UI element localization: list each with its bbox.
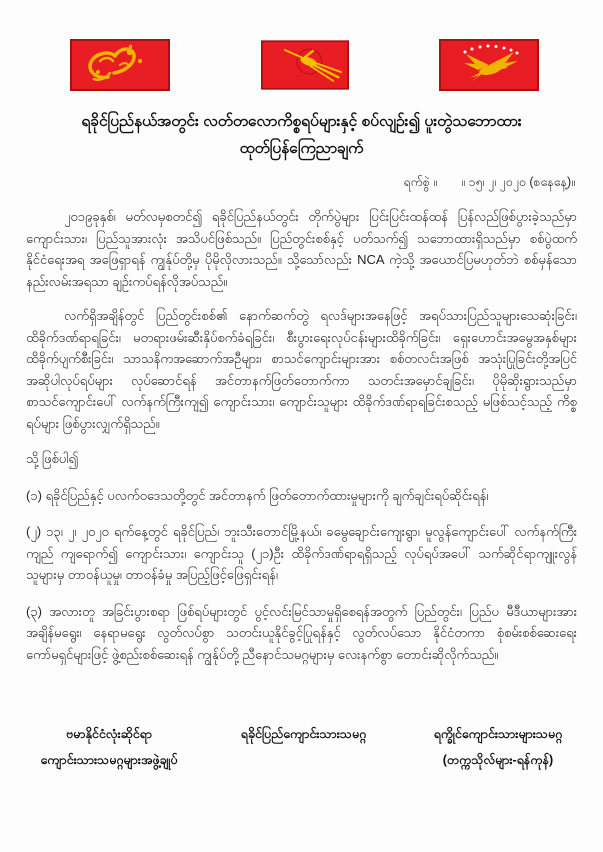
signature-arakan-students-union [229, 721, 379, 773]
signature-rsu-line1: ရက္ခိုင်ကျောင်းသားများသမဂ္ဂ [433, 727, 563, 741]
date-label: ရက်စွဲ ။ [403, 175, 438, 189]
header-flags [70, 38, 539, 92]
signature-abfsu [34, 721, 184, 773]
document-title [30, 108, 573, 162]
signature-abfsu-line1: ဗမာနိုင်ငံလုံးဆိုင်ရာ [66, 727, 152, 741]
title-line-1: ရခိုင်ပြည်နယ်အတွင်း လတ်တလောကိစ္စရပ်များနှင့် စပ်လျဉ်း၍ ပူးတွဲသဘောထား [81, 113, 522, 130]
title-line-2: ထုတ်ပြန်ကြေညာချက် [239, 140, 364, 157]
date-value: ။ ၁၅၊ ၂၊ ၂၀၂၀ (စနေနေ့)။ [461, 175, 575, 189]
abfsu-flag-logo [70, 39, 170, 91]
signature-rakhine-students-union [423, 721, 573, 773]
eagle-with-stars-icon [439, 39, 539, 91]
fighting-peacock-icon [70, 39, 170, 91]
lead-in-phrase: သို့ဖြစ်ပါ၍ [26, 451, 79, 466]
signature-block [34, 721, 573, 773]
arakan-students-union-flag-logo [261, 38, 349, 92]
rakhine-students-union-flag-logo [439, 39, 539, 91]
signature-asu-line1: ရခိုင်ပြည်ကျောင်းသားသမဂ္ဂ [240, 727, 367, 741]
paragraph-2: လက်ရှိအချိန်တွင် ပြည်တွင်းစစ်၏ နောက်ဆက်တွဲ ရလဒ်များအနေဖြင့် အရပ်သားပြည်သူများသေဆုံးခြင်း၊ ထိခိုက်ဒဏ်ရာရခြင်း၊ မတရားဖမ်းဆီးနှိပ်စက်ခံရခြင်း၊ စီးပွားရေးလုပ်ငန်းများထိခိုက်ခြင်း၊ ရှေးဟောင်းအမွေအနှစ်များ ထိခိုက်ပျက်စီးခြင်း၊ သာသနိကအဆောက်အဦများ၊ စာသင်ကျောင်းများအား စစ်တလင်းအဖြစ် အသုံးပြုခြင်းတို့အပြင် အဆိုပါလုပ်ရပ်များ လုပ်ဆောင်ရန် အင်တာနက်ဖြတ်တောက်ကာ သတင်းအမှောင်ချခြင်း၊ ပိုမိုဆိုးရွားသည်မှာ စာသင်ကျောင်းပေါ် လက်နက်ကြီးကျ၍ ကျောင်းသား၊ ကျောင်းသူများ ထိခိုက်ဒဏ်ရာရခြင်းစသည့် မဖြစ်သင့်သည့် ကိစ္စရပ်များ ဖြစ်ပွားလျှက်ရှိသည်။ [26, 308, 577, 431]
statement-body [26, 206, 577, 665]
demand-item-2: (၂) ၁၃၊ ၂၊ ၂၀၂၀ ရက်နေ့တွင် ရခိုင်ပြည်၊ ဘူးသီးတောင်မြို့နယ်၊ ခမွေချောင်းကျေးရွာ၊ မူလွန်ကျောင်းပေါ် လက်နက်ကြီးကျည် ကျရောက်၍ ကျောင်းသား၊ ကျောင်းသူ (၂၁)ဦး ထိခိုက်ဒဏ်ရာရရှိသည့် လုပ်ရပ်အပေါ် သက်ဆိုင်ရာကျူးလွန်သူများမှ တာဝန်ယူမှု၊ တာဝန်ခံမှု အပြည့်ဖြင့်ဖြေရှင်းရန်၊ [26, 524, 577, 582]
date-line [0, 175, 575, 193]
demand-item-1: (၁) ရခိုင်ပြည်နှင့် ပလက်ဝဒေသတို့တွင် အင်တာနက် ဖြတ်တောက်ထားမှုများကို ချက်ချင်းရပ်ဆိုင်းရန်၊ [26, 487, 489, 503]
signature-abfsu-line2: ကျောင်းသားသမဂ္ဂများအဖွဲ့ချုပ် [40, 753, 178, 767]
paragraph-1: ၂၀၁၉ခုနှစ်၊ မတ်လမှစတင်၍ ရခိုင်ပြည်နယ်တွင်း တိုက်ပွဲများ ပြင်းပြင်းထန်ထန် ပြန်လည်ဖြစ်ပွားခဲ့သည်မှာ ကျောင်းသား၊ ပြည်သူအားလုံး အသိပင်ဖြစ်သည်။ ပြည်တွင်းစစ်နှင့် ပတ်သက်၍ သဘောထားရှိသည်မှာ စစ်ပွဲထက် နိုင်ငံရေးအရ အဖြေရှာရန် ကျွန်ုပ်တို့မှ ပိုမိုလိုလားသည်။ သို့သော်လည်း NCA ကဲ့သို့ အယောင်ပြမဟုတ်ဘဲ စစ်မှန်သော နည်းလမ်းအရသာ ချဉ်းကပ်ရန်လိုအပ်သည်။ [26, 209, 577, 289]
demand-item-3: (၃) အလားတူ အခြင်းပွားစရာ ဖြစ်ရပ်များတွင် ပွင့်လင်းမြင်သာမှုရှိစေရန်အတွက် ပြည်တွင်း၊ ပြည်ပ မီဒီယာများအား အချိန်မရွေး၊ နေရာမရွေး လွတ်လပ်စွာ သတင်းယူနိုင်ခွင့်ပြုရန်နှင့် လွတ်လပ်သော နိုင်ငံတကာ စုံစမ်းစစ်ဆေးရေး ကော်မရှင်များဖြင့် ဖွဲ့စည်းစစ်ဆေးရန် ကျွန်ုပ်တို့ ညီနောင်သမဂ္ဂများမှ လေးနက်စွာ တောင်းဆိုလိုက်သည်။ [26, 603, 577, 662]
flying-bird-icon [261, 38, 349, 92]
signature-rsu-line2: (တက္ကသိုလ်များ-ရန်ကုန်) [442, 753, 554, 767]
